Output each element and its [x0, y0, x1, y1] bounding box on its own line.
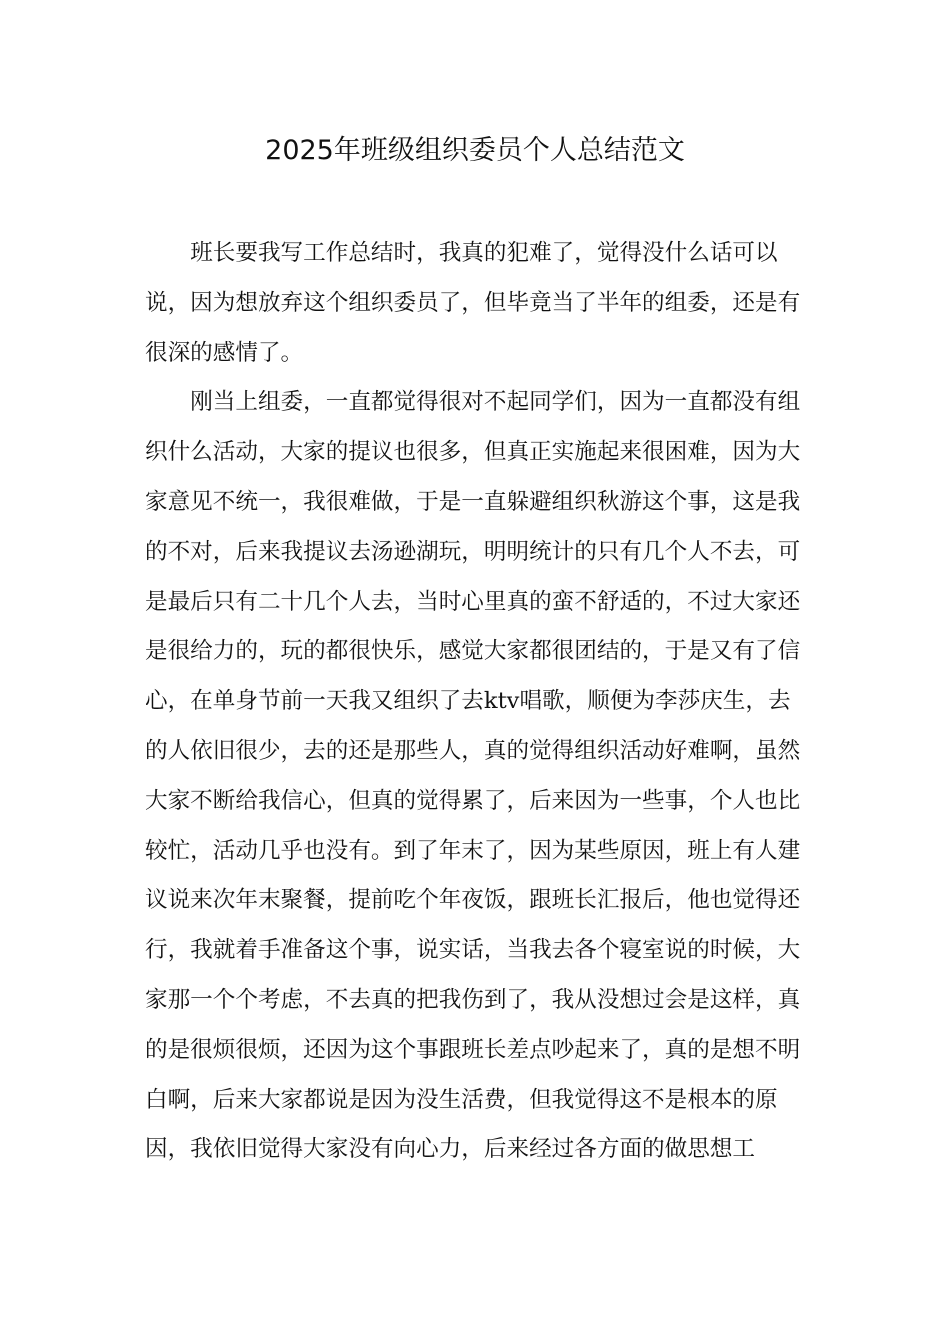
document-body [145, 229, 808, 1175]
document-title: 2025年班级组织委员个人总结范文 [265, 135, 685, 166]
paragraph-1: 班长要我写工作总结时，我真的犯难了，觉得没什么话可以说，因为想放弃这个组织委员了，但毕竟当了半年的组委，还是有很深的感情了。 [145, 240, 801, 366]
paragraph-2: 刚当上组委，一直都觉得很对不起同学们，因为一直都没有组织什么活动，大家的提议也很多，但真正实施起来很困难，因为大家意见不统一，我很难做，于是一直躲避组织秋游这个事，这是我的不对，后来我提议去汤逊湖玩，明明统计的只有几个人不去，可是最后只有二十几个人去，当时心里真的蛮不舒适的，不过大家还是很给力的，玩的都很快乐，感觉大家都很团结的，于是又有了信心，在单身节前一天我又组织了去ktv唱歌，顺便为李莎庆生，去的人依旧很少，去的还是那些人，真的觉得组织活动好难啊，虽然大家不断给我信心，但真的觉得累了，后来因为一些事，个人也比较忙，活动几乎也没有。到了年末了，因为某些原因，班上有人建议说来次年末聚餐，提前吃个年夜饭，跟班长汇报后，他也觉得还行，我就着手准备这个事，说实话，当我去各个寝室说的时候，大家那一个个考虑，不去真的把我伤到了，我从没想过会是这样，真的是很烦很烦，还因为这个事跟班长差点吵起来了，真的是想不明白啊，后来大家都说是因为没生活费，但我觉得这不是根本的原因，我依旧觉得大家没有向心力，后来经过各方面的做思想工 [145, 389, 801, 1163]
